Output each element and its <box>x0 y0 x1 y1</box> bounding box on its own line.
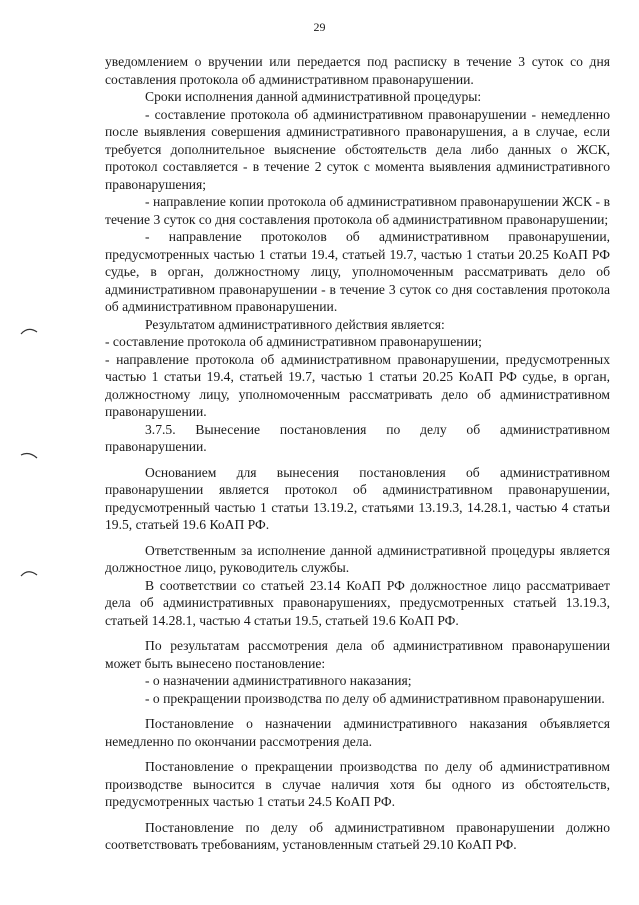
paragraph: В соответствии со статьей 23.14 КоАП РФ должностное лицо рассматривает дела об административных правонарушениях, предусмотренных статьей 13.19.3, статьей 14.28.1, частью 4 статьи 19.5, статьей 19.6 КоАП РФ. <box>105 577 610 628</box>
paragraph: - направление протокола об административном правонарушении, предусмотренных частью 1 статьи 19.4, статьей 19.7, частью 1 статьи 20.25 КоАП РФ судье, в орган, должностному лицу, уполномоченным рассматривать дело об административном правонарушении. <box>105 351 610 419</box>
paragraph: - о прекращении производства по делу об административном правонарушении. <box>145 690 605 706</box>
paragraph: По результатам рассмотрения дела об административном правонарушении может быть вынесено постановление: <box>105 638 610 671</box>
paragraph: - о назначении административного наказания; <box>145 673 412 688</box>
paragraph: Основанием для вынесения постановления об административном правонарушении является протокол об административном правонарушении, предусмотренный частью 1 статьи 13.19.2, статьями 13.19.3, 14.28.1, частью 4 статьи 19.5, статьей 19.6 КоАП РФ. <box>105 464 610 532</box>
paragraph: - направление протоколов об административном правонарушении, предусмотренных частью 1 статьи 19.4, статьей 19.7, частью 1 статьи 20.25 КоАП РФ судье, в орган, должностному лицу, уполномоченным рассматривать дело об административном правонарушении - в течение 3 суток со дня составления протокола об административном правонарушении. <box>105 229 610 314</box>
paragraph: - направление копии протокола об административном правонарушении ЖСК - в течение 3 суток со дня составления протокола об административном правонарушении; <box>105 194 610 227</box>
paragraph: Постановление о назначении административного наказания объявляется немедленно по окончании рассмотрения дела. <box>105 716 610 749</box>
scan-mark <box>20 450 38 460</box>
paragraph: - составление протокола об административном правонарушении - немедленно после выявления совершения административного правонарушения, а в случае, если требуется дополнительное выяснение обстоятельств дела либо данных о ЖСК, протокол составляется - в течение 2 суток с момента выявления административного правонарушения; <box>105 106 610 192</box>
page-number: 29 <box>313 20 326 34</box>
paragraph: - составление протокола об административном правонарушении; <box>105 334 482 349</box>
paragraph: Результатом административного действия является: <box>145 316 445 332</box>
document-body <box>105 53 610 854</box>
paragraph: Ответственным за исполнение данной административной процедуры является должностное лицо, руководитель службы. <box>105 542 610 575</box>
paragraph: Сроки исполнения данной административной процедуры: <box>145 89 482 104</box>
scan-mark <box>20 326 38 336</box>
scan-mark <box>20 568 38 578</box>
paragraph: Постановление по делу об административном правонарушении должно соответствовать требованиям, установленным статьей 29.10 КоАП РФ. <box>105 819 610 852</box>
paragraph: 3.7.5. Вынесение постановления по делу об административном правонарушении. <box>105 421 610 454</box>
paragraph: уведомлением о вручении или передается под расписку в течение 3 суток со дня составления протокола об административном правонарушении. <box>105 54 610 87</box>
paragraph: Постановление о прекращении производства по делу об административном производстве выносится в случае наличия хотя бы одного из обстоятельств, предусмотренных частью 1 статьи 24.5 КоАП РФ. <box>105 759 610 809</box>
